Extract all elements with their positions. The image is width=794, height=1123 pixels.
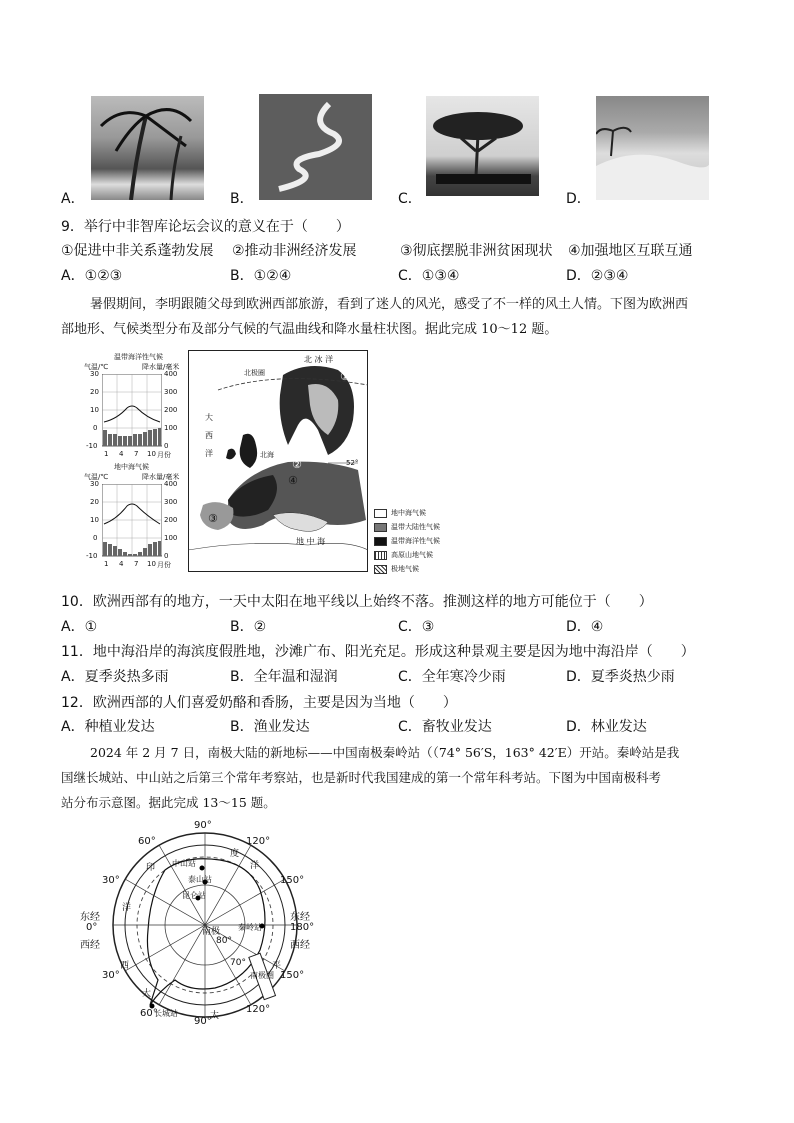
ocean-yang: 洋 (250, 861, 260, 871)
map-mediterranean: 地 中 海 (296, 537, 326, 546)
lon-30-bl: 30° (102, 970, 120, 981)
climate-top-xt-1: 4 (119, 450, 124, 458)
palm-beach-photo (91, 96, 204, 200)
ocean-du: 度 (230, 849, 240, 859)
climate-bottom-chart (102, 484, 162, 558)
lon-120-tr: 120° (246, 836, 271, 847)
passage1-line2: 部地形、气候类型分布及部分气候的气温曲线和降水量柱状图。据此完成 10～12 题。 (61, 322, 558, 337)
climate-top-xt-0: 1 (104, 450, 109, 458)
q9-option-a: A．①②③ (61, 268, 123, 284)
map-arctic-circle: 北极圈 (244, 369, 265, 377)
climate-top-lt-0: 30 (90, 370, 99, 378)
image-option-a: A． (61, 191, 85, 207)
lon-150-br: 150° (280, 970, 305, 981)
image-option-c: C． (398, 191, 422, 207)
lon-150-right: 150° (280, 875, 305, 886)
q12-option-b: B．渔业发达 (230, 719, 310, 735)
climate-bottom-rt-0: 400 (164, 480, 178, 488)
legend-polar: 极地气候 (374, 564, 419, 574)
legend-temperate-maritime: 温带海洋性气候 (374, 536, 440, 546)
desert-oasis-photo (596, 96, 709, 200)
station-kunlun: 昆仑站 (182, 891, 206, 900)
climate-top-xt-2: 7 (134, 450, 139, 458)
climate-bottom-xt-1: 4 (119, 560, 124, 568)
q9-stem: 9．举行中非智库论坛会议的意义在于（ ） (61, 219, 350, 235)
climate-bottom-rt-1: 300 (164, 498, 178, 506)
map-arctic-ocean: 北 冰 洋 (304, 355, 334, 364)
passage2-line3: 站分布示意图。据此完成 13～15 题。 (61, 795, 276, 810)
map-mark-4: ④ (288, 474, 298, 487)
lon-90-bottom: 90° (194, 1016, 212, 1027)
meandering-river-photo (259, 94, 372, 200)
acacia-tree-icon (426, 96, 539, 196)
climate-bottom-ylabel-right: 降水量/毫米 (142, 473, 180, 481)
legend-highland: 高原山地气候 (374, 550, 433, 560)
ocean-ping: 平 (272, 961, 282, 971)
q9-item-1: ①促进中非关系蓬勃发展 (61, 243, 214, 259)
q12-stem: 12．欧洲西部的人们喜爱奶酪和香肠，主要是因为当地（ ） (61, 695, 457, 711)
climate-bottom-title: 地中海气候 (114, 463, 149, 471)
map-atlantic-3: 洋 (205, 449, 213, 458)
climate-top-rt-2: 200 (164, 406, 178, 414)
climate-bottom-xt-0: 1 (104, 560, 109, 568)
lon-30-left: 30° (102, 875, 120, 886)
lon-180: 180° (290, 922, 315, 933)
station-zhongshan: 中山站 (172, 859, 196, 868)
climate-top-lt-3: 0 (93, 424, 98, 432)
climate-bottom-rt-2: 200 (164, 516, 178, 524)
climate-top-chart (102, 374, 162, 448)
climate-top-ylabel-right: 降水量/毫米 (142, 363, 180, 371)
climate-bottom-xt-3: 10 (147, 560, 156, 568)
climate-bottom-rt-4: 0 (164, 552, 169, 560)
q9-option-c: C．①③④ (398, 268, 460, 284)
climate-bottom-lt-1: 20 (90, 498, 99, 506)
ocean-yang2: 洋 (122, 903, 132, 913)
climate-bottom-xt-4: 月份 (157, 561, 171, 569)
climate-top-lt-2: 10 (90, 406, 99, 414)
europe-map (188, 350, 368, 572)
q11-option-b: B．全年温和湿润 (230, 669, 338, 685)
q11-option-c: C．全年寒冷少雨 (398, 669, 506, 685)
map-atlantic-1: 大 (205, 413, 213, 422)
climate-bottom-lt-4: -10 (86, 552, 98, 560)
ocean-tai: 太 (210, 1011, 220, 1021)
q9-item-3: ③彻底摆脱非洲贫困现状 (400, 243, 553, 259)
south-pole-label: 南极 (202, 927, 221, 937)
lon-90-top: 90° (194, 820, 212, 831)
image-option-b: B． (230, 191, 254, 207)
q12-option-c: C．畜牧业发达 (398, 719, 492, 735)
map-mark-1: ① (340, 370, 350, 383)
climate-bottom-ylabel-left: 气温/℃ (84, 473, 109, 481)
west-label-left: 西经 (80, 940, 100, 951)
map-mark-3: ③ (208, 512, 218, 525)
climate-bottom-lt-0: 30 (90, 480, 99, 488)
europe-climate-figure (84, 350, 466, 575)
legend-mediterranean: 地中海气候 (374, 508, 426, 518)
q10-option-a: A．① (61, 619, 98, 635)
west-label-right: 西经 (290, 940, 310, 951)
station-taishan: 泰山站 (188, 875, 212, 884)
ocean-yin: 印 (146, 863, 156, 873)
passage2-line1: 2024 年 2 月 7 日，南极大陆的新地标——中国南极秦岭站（（74° 56′S，163° 42′E）开站。秦岭站是我 (90, 745, 680, 760)
climate-bottom-lt-2: 10 (90, 516, 99, 524)
q11-option-d: D．夏季炎热少雨 (566, 669, 675, 685)
climate-top-xt-3: 10 (147, 450, 156, 458)
desert-dune-icon (596, 96, 709, 200)
lat-80: 80° (216, 936, 232, 946)
climate-bottom-rt-3: 100 (164, 534, 178, 542)
passage1-line1: 暑假期间，李明跟随父母到欧洲西部旅游，看到了迷人的风光，感受了不一样的风土人情。下图为欧洲西 (90, 297, 689, 312)
q9-item-2: ②推动非洲经济发展 (232, 243, 357, 259)
legend-temperate-continental: 温带大陆性气候 (374, 522, 440, 532)
climate-top-lt-1: 20 (90, 388, 99, 396)
climate-top-lt-4: -10 (86, 442, 98, 450)
antarctic-station-map (80, 818, 330, 1033)
climate-bottom-xt-2: 7 (134, 560, 139, 568)
lon-120-br: 120° (246, 1004, 271, 1015)
climate-top-xt-4: 月份 (157, 451, 171, 459)
passage2-line2: 国继长城站、中山站之后第三个常年考察站，也是新时代我国建成的第一个常年科考站。下图为中国南极科考 (61, 770, 662, 785)
east-label-left: 东经 (80, 912, 100, 923)
station-changcheng: 长城站 (154, 1009, 178, 1018)
map-latitude-52: 52° (346, 459, 359, 467)
map-mark-2: ② (292, 458, 302, 471)
q10-option-b: B．② (230, 619, 267, 635)
antarctic-circle-label: 南极圈 (250, 971, 274, 980)
q9-item-4: ④加强地区互联互通 (568, 243, 693, 259)
climate-bottom-lt-3: 0 (93, 534, 98, 542)
q11-stem: 11．地中海沿岸的海滨度假胜地，沙滩广布、阳光充足。形成这种景观主要是因为地中海沿岸（ ） (61, 644, 695, 660)
ocean-xi: 西 (120, 961, 130, 971)
map-north-sea: 北海 (260, 451, 274, 459)
river-icon (259, 94, 372, 200)
q10-option-d: D．④ (566, 619, 604, 635)
q12-option-d: D．林业发达 (566, 719, 647, 735)
station-qinling: 秦岭站 (238, 923, 262, 932)
map-atlantic-2: 西 (205, 431, 213, 440)
climate-top-ylabel-left: 气温/℃ (84, 363, 109, 371)
lon-60-bl: 60° (140, 1008, 158, 1019)
ocean-da: 大 (142, 989, 152, 999)
climate-top-rt-1: 300 (164, 388, 178, 396)
q9-option-b: B．①②④ (230, 268, 292, 284)
lon-0: 0° (86, 922, 98, 933)
savanna-acacia-photo (426, 96, 539, 196)
palm-tree-icon (91, 96, 204, 200)
lon-60-tl: 60° (138, 836, 156, 847)
q9-option-d: D．②③④ (566, 268, 629, 284)
climate-top-rt-0: 400 (164, 370, 178, 378)
q12-option-a: A．种植业发达 (61, 719, 155, 735)
climate-top-rt-3: 100 (164, 424, 178, 432)
q10-stem: 10．欧洲西部有的地方，一天中太阳在地平线以上始终不落。推测这样的地方可能位于（ ） (61, 594, 653, 610)
image-option-d: D． (566, 191, 591, 207)
q10-option-c: C．③ (398, 619, 435, 635)
climate-top-title: 温带海洋性气候 (114, 353, 163, 361)
q11-option-a: A．夏季炎热多雨 (61, 669, 169, 685)
climate-top-rt-4: 0 (164, 442, 169, 450)
east-label-right: 东经 (290, 912, 310, 923)
lat-70: 70° (230, 958, 246, 968)
